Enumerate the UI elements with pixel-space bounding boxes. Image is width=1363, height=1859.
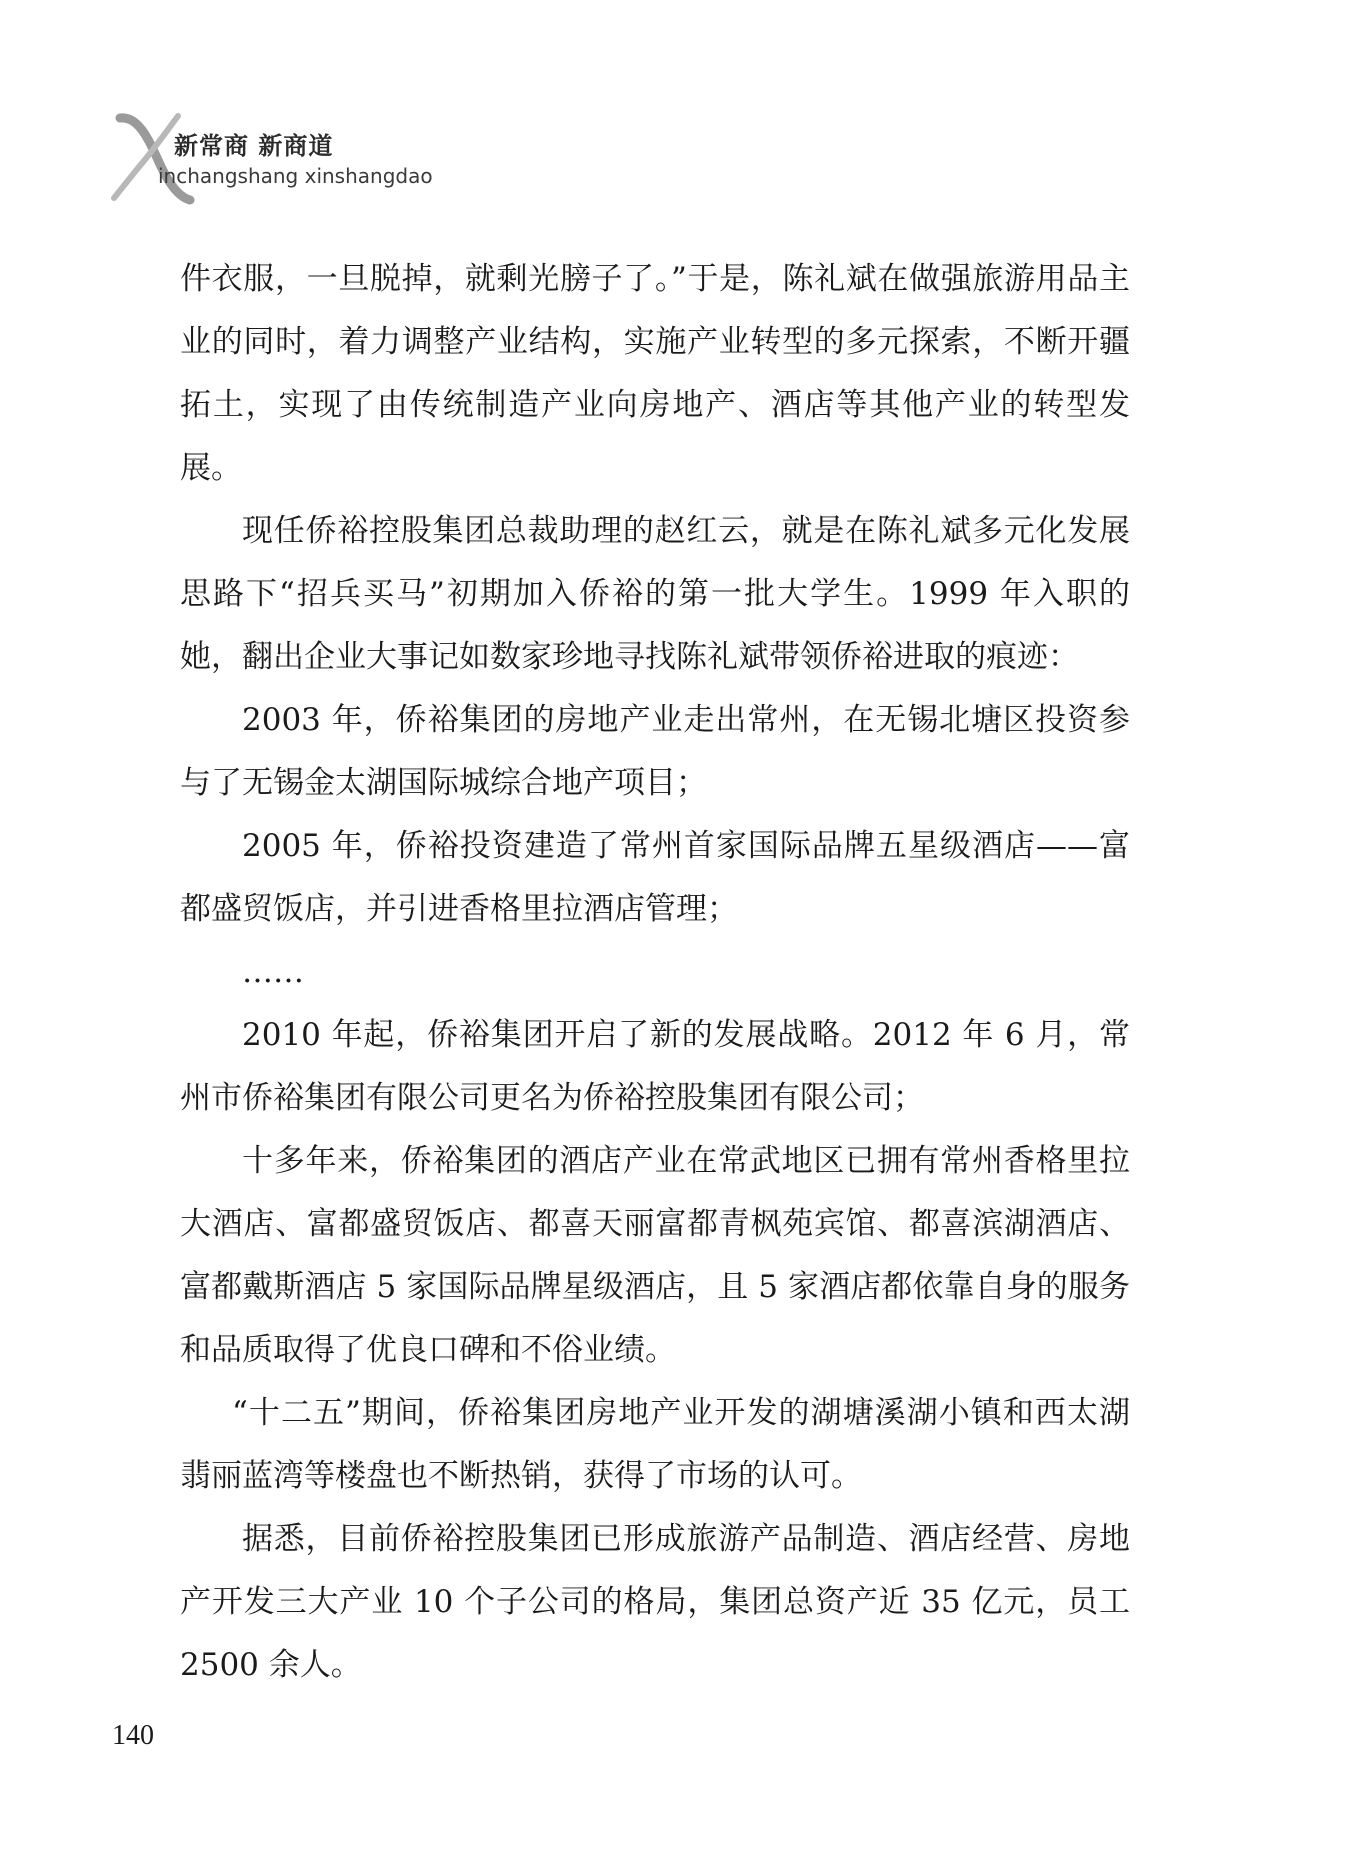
paragraph: 件衣服，一旦脱掉，就剩光膀子了。”于是，陈礼斌在做强旅游用品主业的同时，着力调整产业结构，实施产业转型的多元探索，不断开疆拓土，实现了由传统制造产业向房地产、酒店等其他产业的转型发展。 <box>180 261 1130 486</box>
paragraph: 十多年来，侨裕集团的酒店产业在常武地区已拥有常州香格里拉大酒店、富都盛贸饭店、都喜天丽富都青枫苑宾馆、都喜滨湖酒店、富都戴斯酒店 5 家国际品牌星级酒店，且 5 家酒店都依靠自身的服务和品质取得了优良口碑和不俗业绩。 <box>180 1143 1130 1368</box>
header-title-chinese: 新常商 新商道 <box>174 132 334 160</box>
paragraph: 现任侨裕控股集团总裁助理的赵红云，就是在陈礼斌多元化发展思路下“招兵买马”初期加入侨裕的第一批大学生。1999 年入职的她，翻出企业大事记如数家珍地寻找陈礼斌带领侨裕进取的痕迹： <box>180 513 1130 675</box>
article-body <box>180 248 1130 1697</box>
paragraph: 2005 年，侨裕投资建造了常州首家国际品牌五星级酒店——富都盛贸饭店，并引进香格里拉酒店管理； <box>180 828 1130 927</box>
header-title-pinyin: inchangshang xinshangdao <box>158 164 433 188</box>
paragraph: 据悉，目前侨裕控股集团已形成旅游产品制造、酒店经营、房地产开发三大产业 10 个子公司的格局，集团总资产近 35 亿元，员工 2500 余人。 <box>180 1521 1130 1683</box>
paragraph: “十二五”期间，侨裕集团房地产业开发的湖塘溪湖小镇和西太湖翡丽蓝湾等楼盘也不断热销，获得了市场的认可。 <box>180 1395 1130 1494</box>
running-header <box>108 108 433 208</box>
paragraph: 2010 年起，侨裕集团开启了新的发展战略。2012 年 6 月，常州市侨裕集团有限公司更名为侨裕控股集团有限公司； <box>180 1017 1130 1116</box>
ellipsis-paragraph: …… <box>242 954 304 990</box>
paragraph: 2003 年，侨裕集团的房地产业走出常州，在无锡北塘区投资参与了无锡金太湖国际城综合地产项目； <box>180 702 1130 801</box>
page-number: 140 <box>112 1720 154 1751</box>
